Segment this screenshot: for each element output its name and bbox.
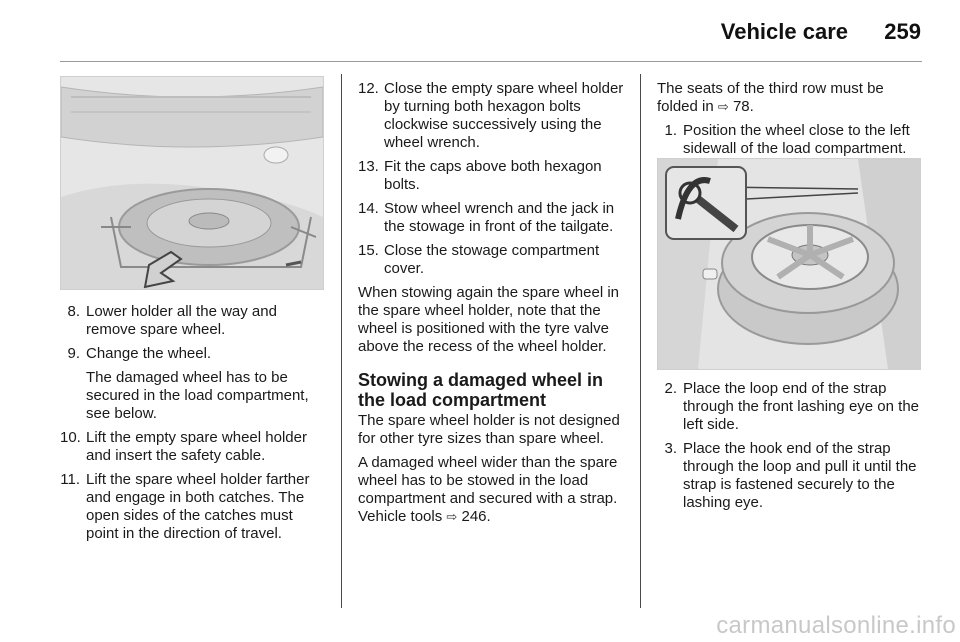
step-number: 10. — [60, 429, 81, 446]
section-heading: Stowing a damaged wheel in the load compartment — [358, 370, 604, 410]
load-compartment-wheel-illustration — [657, 158, 921, 370]
step-text: Place the hook end of the strap through the loop and pull it until the strap is fastened securely to the lashing eye. — [683, 440, 917, 511]
xref-arrow-icon: ⇨ — [446, 509, 458, 524]
header-divider — [60, 61, 922, 62]
step-text: Position the wheel close to the left sidewall of the load compartment. — [683, 122, 910, 157]
step-text: Stow wheel wrench and the jack in the stowage in front of the tailgate. — [384, 200, 615, 235]
step-text: Fit the caps above both hexagon bolts. — [384, 158, 602, 193]
stowing-note-paragraph: When stowing again the spare wheel in the spare wheel holder, note that the wheel is positioned with the tyre valve above the recess of the wheel holder. — [358, 284, 619, 355]
step-1 — [657, 122, 923, 158]
step-number: 3. — [664, 440, 677, 457]
step-2 — [657, 380, 923, 434]
step-3 — [657, 440, 923, 512]
xref-arrow-icon: ⇨ — [717, 99, 729, 114]
step-number: 14. — [358, 200, 379, 217]
column-3-lower — [657, 380, 923, 518]
column-divider-1 — [341, 74, 342, 608]
step-number: 8. — [67, 303, 80, 320]
step-text: Close the empty spare wheel holder by turning both hexagon bolts clockwise successively using the wheel wrench. — [384, 80, 624, 151]
step-15 — [358, 242, 626, 278]
column-divider-2 — [640, 74, 641, 608]
column-2 — [358, 80, 626, 532]
strap-paragraph-text: A damaged wheel wider than the spare wheel has to be stowed in the load compartment and secured with a strap. Vehicle tools — [358, 454, 618, 525]
spare-wheel-holder-illustration — [60, 76, 324, 290]
step-14 — [358, 200, 626, 236]
step-text: Lift the spare wheel holder farther and engage in both catches. The open sides of the catches must point in the direction of travel. — [86, 471, 310, 542]
step-8 — [60, 303, 326, 339]
page-reference-link[interactable]: 246. — [461, 508, 491, 525]
step-number: 12. — [358, 80, 379, 97]
third-row-text: The seats of the third row must be folded in — [657, 80, 884, 115]
step-number: 11. — [60, 471, 80, 488]
step-12 — [358, 80, 626, 152]
third-row-paragraph — [657, 80, 923, 116]
step-number: 9. — [67, 345, 80, 362]
watermark: carmanualsonline.info — [716, 612, 956, 639]
step-11 — [60, 471, 326, 543]
page-header-title: Vehicle care — [720, 19, 848, 44]
step-10 — [60, 429, 326, 465]
page-number: 259 — [884, 19, 921, 44]
step-number: 13. — [358, 158, 379, 175]
step-number: 2. — [664, 380, 677, 397]
step-text: Lower holder all the way and remove spare wheel. — [86, 303, 277, 338]
step-number: 1. — [664, 122, 677, 139]
step-text: Change the wheel. — [86, 345, 212, 362]
step-text: Lift the empty spare wheel holder and insert the safety cable. — [86, 429, 307, 464]
step-number: 15. — [358, 242, 379, 259]
step-13 — [358, 158, 626, 194]
strap-paragraph — [358, 454, 626, 526]
holder-size-paragraph: The spare wheel holder is not designed for other tyre sizes than spare wheel. — [358, 412, 620, 447]
step-text: Close the stowage compartment cover. — [384, 242, 600, 277]
column-1 — [60, 303, 326, 549]
step-text: Place the loop end of the strap through the front lashing eye on the left side. — [683, 380, 920, 433]
step-9 — [60, 345, 326, 363]
page-reference-link[interactable]: 78. — [732, 98, 754, 115]
step-9-note: The damaged wheel has to be secured in the load compartment, see below. — [86, 369, 309, 422]
column-3 — [657, 80, 923, 164]
